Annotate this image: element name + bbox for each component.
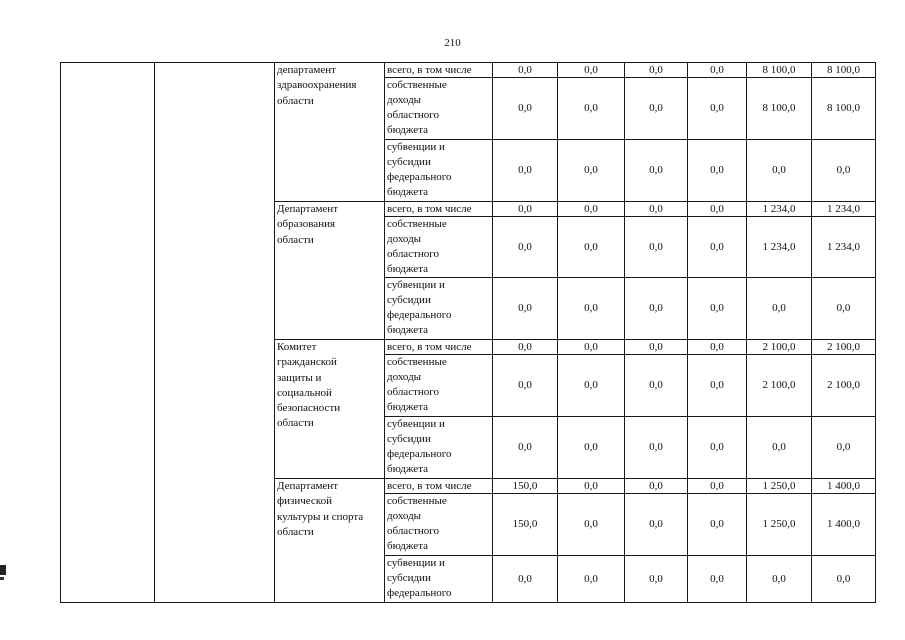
value-cell: 1 234,0 <box>812 217 876 278</box>
value-cell: 0,0 <box>493 340 558 355</box>
value-cell: 0,0 <box>688 417 747 479</box>
value-cell: 8 100,0 <box>747 63 812 78</box>
value-cell: 1 250,0 <box>747 479 812 494</box>
row-label-total: всего, в том числе <box>385 479 493 494</box>
value-cell: 0,0 <box>688 78 747 140</box>
department-name: департамент здравоохранения области <box>275 63 385 202</box>
value-cell: 0,0 <box>625 340 688 355</box>
value-cell: 2 100,0 <box>812 355 876 417</box>
value-cell: 0,0 <box>558 417 625 479</box>
value-cell: 0,0 <box>688 355 747 417</box>
value-cell: 0,0 <box>625 556 688 603</box>
value-cell: 0,0 <box>493 556 558 603</box>
value-cell: 0,0 <box>625 494 688 556</box>
value-cell: 0,0 <box>493 278 558 340</box>
value-cell: 0,0 <box>688 278 747 340</box>
value-cell: 0,0 <box>625 417 688 479</box>
row-label-own: собственные доходы областного бюджета <box>385 78 493 140</box>
value-cell: 0,0 <box>558 217 625 278</box>
row-label-total: всего, в том числе <box>385 202 493 217</box>
row-label-federal: субвенции и субсидии федерального <box>385 556 493 603</box>
value-cell: 8 100,0 <box>812 63 876 78</box>
value-cell: 0,0 <box>558 278 625 340</box>
value-cell: 0,0 <box>558 340 625 355</box>
value-cell: 0,0 <box>625 140 688 202</box>
value-cell: 0,0 <box>558 140 625 202</box>
value-cell: 8 100,0 <box>812 78 876 140</box>
value-cell: 0,0 <box>558 494 625 556</box>
subprogram-cell <box>155 63 275 603</box>
value-cell: 1 234,0 <box>747 202 812 217</box>
value-cell: 0,0 <box>493 140 558 202</box>
value-cell: 0,0 <box>688 494 747 556</box>
row-label-federal: субвенции и субсидии федерального бюджета <box>385 417 493 479</box>
value-cell: 0,0 <box>493 417 558 479</box>
value-cell: 0,0 <box>493 63 558 78</box>
department-name: Комитет гражданской защиты и социальной безопасности области <box>275 340 385 479</box>
value-cell: 0,0 <box>625 479 688 494</box>
value-cell: 0,0 <box>688 202 747 217</box>
row-label-federal: субвенции и субсидии федерального бюджета <box>385 278 493 340</box>
value-cell: 0,0 <box>493 355 558 417</box>
value-cell: 1 234,0 <box>812 202 876 217</box>
value-cell: 0,0 <box>688 140 747 202</box>
value-cell: 0,0 <box>747 556 812 603</box>
value-cell: 8 100,0 <box>747 78 812 140</box>
value-cell: 0,0 <box>493 217 558 278</box>
row-label-own: собственные доходы областного бюджета <box>385 217 493 278</box>
value-cell: 0,0 <box>558 63 625 78</box>
value-cell: 0,0 <box>625 217 688 278</box>
scan-artifact <box>0 577 4 580</box>
department-name: Департамент образования области <box>275 202 385 340</box>
value-cell: 0,0 <box>625 63 688 78</box>
value-cell: 0,0 <box>812 278 876 340</box>
value-cell: 0,0 <box>812 140 876 202</box>
value-cell: 0,0 <box>625 355 688 417</box>
row-label-federal: субвенции и субсидии федерального бюджета <box>385 140 493 202</box>
row-label-total: всего, в том числе <box>385 63 493 78</box>
row-label-total: всего, в том числе <box>385 340 493 355</box>
value-cell: 0,0 <box>688 63 747 78</box>
table-row <box>61 63 876 78</box>
value-cell: 2 100,0 <box>747 340 812 355</box>
value-cell: 1 234,0 <box>747 217 812 278</box>
value-cell: 0,0 <box>558 556 625 603</box>
value-cell: 1 250,0 <box>747 494 812 556</box>
value-cell: 0,0 <box>625 78 688 140</box>
value-cell: 0,0 <box>558 355 625 417</box>
value-cell: 0,0 <box>688 340 747 355</box>
value-cell: 0,0 <box>625 278 688 340</box>
value-cell: 0,0 <box>625 202 688 217</box>
value-cell: 2 100,0 <box>747 355 812 417</box>
value-cell: 2 100,0 <box>812 340 876 355</box>
program-cell <box>61 63 155 603</box>
row-label-own: собственные доходы областного бюджета <box>385 494 493 556</box>
value-cell: 1 400,0 <box>812 479 876 494</box>
value-cell: 0,0 <box>493 202 558 217</box>
value-cell: 0,0 <box>558 78 625 140</box>
value-cell: 1 400,0 <box>812 494 876 556</box>
value-cell: 0,0 <box>493 78 558 140</box>
value-cell: 0,0 <box>812 556 876 603</box>
value-cell: 0,0 <box>558 202 625 217</box>
value-cell: 0,0 <box>747 140 812 202</box>
value-cell: 150,0 <box>493 479 558 494</box>
value-cell: 0,0 <box>558 479 625 494</box>
value-cell: 0,0 <box>688 556 747 603</box>
row-label-own: собственные доходы областного бюджета <box>385 355 493 417</box>
value-cell: 0,0 <box>812 417 876 479</box>
page-number: 210 <box>444 37 461 49</box>
department-name: Департамент физической культуры и спорта области <box>275 479 385 603</box>
scan-artifact <box>0 565 6 575</box>
budget-table <box>60 62 876 603</box>
value-cell: 150,0 <box>493 494 558 556</box>
value-cell: 0,0 <box>688 479 747 494</box>
value-cell: 0,0 <box>747 278 812 340</box>
value-cell: 0,0 <box>688 217 747 278</box>
value-cell: 0,0 <box>747 417 812 479</box>
